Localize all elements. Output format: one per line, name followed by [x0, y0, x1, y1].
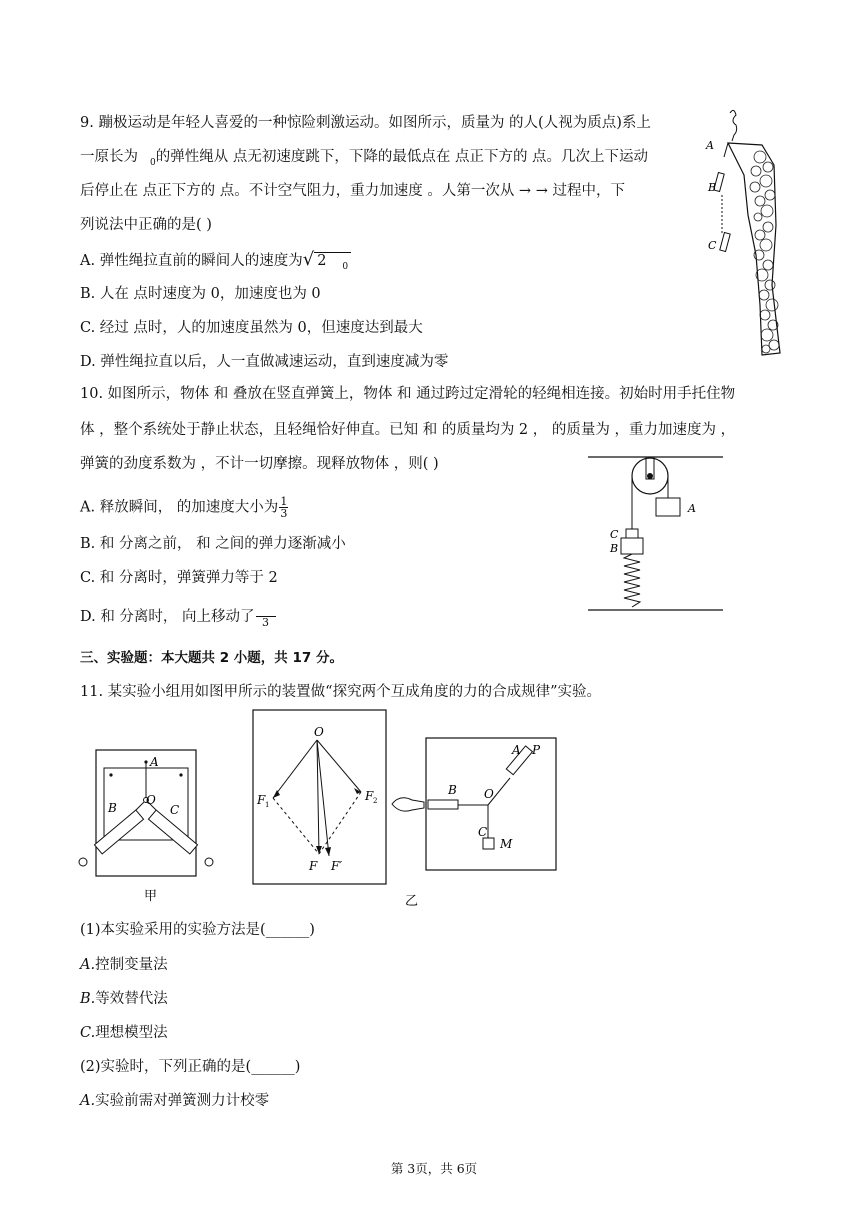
caption-jia: 甲	[144, 889, 158, 904]
q9-option-a	[80, 250, 351, 275]
q10-line1: 10. 如图所示，物体 和 叠放在竖直弹簧上，物体 和 通过跨过定滑轮的轻绳相连接。初始时用手托住物	[80, 386, 736, 402]
weight-m	[483, 838, 494, 849]
section-3-heading: 三、实验题：本大题共 2 小题，共 17 分。	[80, 650, 343, 666]
svg-text:P: P	[532, 743, 541, 757]
spring-scale-b	[428, 800, 458, 809]
q9-line1: 9. 蹦极运动是年轻人喜爱的一种惊险刺激运动。如图所示，质量为 的人(人视为质点)系上	[80, 115, 651, 131]
q9-line2-a: 一原长为	[80, 149, 138, 165]
svg-text:F′: F′	[331, 859, 343, 873]
q11-sub1-option-a: A.控制变量法	[80, 957, 168, 973]
svg-text:O: O	[146, 793, 156, 807]
q9-line2-b: 的弹性绳从 点无初速度跳下，下降的最低点在 点正下方的 点。几次上下运动	[155, 149, 649, 165]
svg-text:B: B	[448, 783, 457, 797]
block-b	[621, 538, 643, 554]
q10-option-d	[80, 606, 276, 628]
q9-bungee-figure	[700, 105, 800, 365]
q11-sub1: (1)本实验采用的实验方法是(______)	[80, 922, 315, 938]
q10-option-a-text: A. 释放瞬间， 的加速度大小为	[80, 499, 279, 516]
block-c	[626, 529, 638, 538]
q10-option-b: B. 和 分离之前， 和 之间的弹力逐渐减小	[80, 536, 346, 552]
label-a: A	[706, 139, 714, 152]
q10-option-c: C. 和 分离时，弹簧弹力等于 2	[80, 570, 278, 586]
figure-jia	[78, 748, 218, 908]
q9-option-c: C. 经过 点时，人的加速度虽然为 0，但速度达到最大	[80, 320, 423, 336]
q9-line2-sub: 0	[150, 157, 156, 168]
svg-text:A: A	[512, 743, 521, 757]
spring-scale-b	[94, 810, 143, 854]
q10-line2: 体 ，整个系统处于静止状态，且轻绳恰好伸直。已知 和 的质量均为 2 ， 的质量为 ，重力加速度为 ，	[80, 422, 736, 438]
svg-text:F: F	[257, 793, 266, 807]
figure-yi	[388, 738, 560, 908]
svg-text:A: A	[150, 755, 159, 769]
hand-icon	[392, 798, 424, 811]
label-c: C	[708, 239, 717, 252]
jumper-top	[730, 110, 737, 141]
q11-sub1-option-c: C.理想模型法	[80, 1025, 168, 1041]
q9-line4: 列说法中正确的是( )	[80, 217, 212, 233]
q9-line3: 后停止在 点正下方的 点。不计空气阻力，重力加速度 。人第一次从 → → 过程中，下	[80, 183, 625, 199]
block-c-label: C	[610, 528, 619, 541]
block-b-label: B	[610, 542, 619, 555]
q10-option-a	[80, 496, 288, 519]
q11-sub1-option-b: B.等效替代法	[80, 991, 168, 1007]
q10-option-d-text: D. 和 分离时， 向上移动了	[80, 609, 255, 625]
page-footer: 第 3页，共 6页	[390, 1161, 478, 1176]
svg-text:B: B	[108, 801, 117, 815]
q10-option-a-num: 1	[280, 495, 288, 508]
svg-text:M: M	[500, 837, 513, 851]
sqrt-icon: √	[302, 249, 315, 270]
q10-line3: 弹簧的劲度系数为 ，不计一切摩擦。现释放物体 ，则( )	[80, 456, 439, 472]
q9-option-d: D. 弹性绳拉直以后，人一直做减速运动，直到速度减为零	[80, 354, 449, 370]
q9-option-b: B. 人在 点时速度为 0，加速度也为 0	[80, 286, 321, 302]
svg-text:C: C	[478, 825, 488, 839]
jumper-c	[720, 233, 730, 252]
block-a	[656, 498, 680, 516]
q11-sub2-option-a: A.实验前需对弹簧测力计校零	[80, 1093, 270, 1109]
q9-option-a-sqrt: 2	[317, 253, 327, 269]
q9-option-a-text: A. 弹性绳拉直前的瞬间人的速度为	[80, 253, 303, 269]
q10-option-a-den: 3	[280, 507, 288, 520]
svg-text:F: F	[365, 789, 374, 803]
q11-sub2: (2)实验时，下列正确的是(______)	[80, 1059, 301, 1075]
svg-text:2: 2	[373, 797, 378, 805]
q9-option-a-sub: 0	[342, 261, 349, 272]
cliff-outline	[728, 143, 780, 355]
q9-line2	[80, 147, 648, 173]
svg-text:C: C	[170, 803, 180, 817]
svg-text:F: F	[309, 859, 318, 873]
q10-pulley-figure	[588, 452, 728, 617]
block-a-label: A	[688, 502, 696, 515]
svg-text:1: 1	[265, 801, 270, 809]
svg-text:O: O	[484, 787, 494, 801]
spring	[624, 554, 640, 607]
svg-text:O: O	[314, 725, 324, 739]
label-b: B	[708, 181, 717, 194]
q11-intro: 11. 某实验小组用如图甲所示的装置做“探究两个互成角度的力的合成规律”实验。	[80, 684, 601, 700]
figure-vector-diagram	[253, 710, 388, 886]
q10-option-d-den: 3	[262, 616, 270, 629]
caption-yi: 乙	[405, 894, 419, 909]
